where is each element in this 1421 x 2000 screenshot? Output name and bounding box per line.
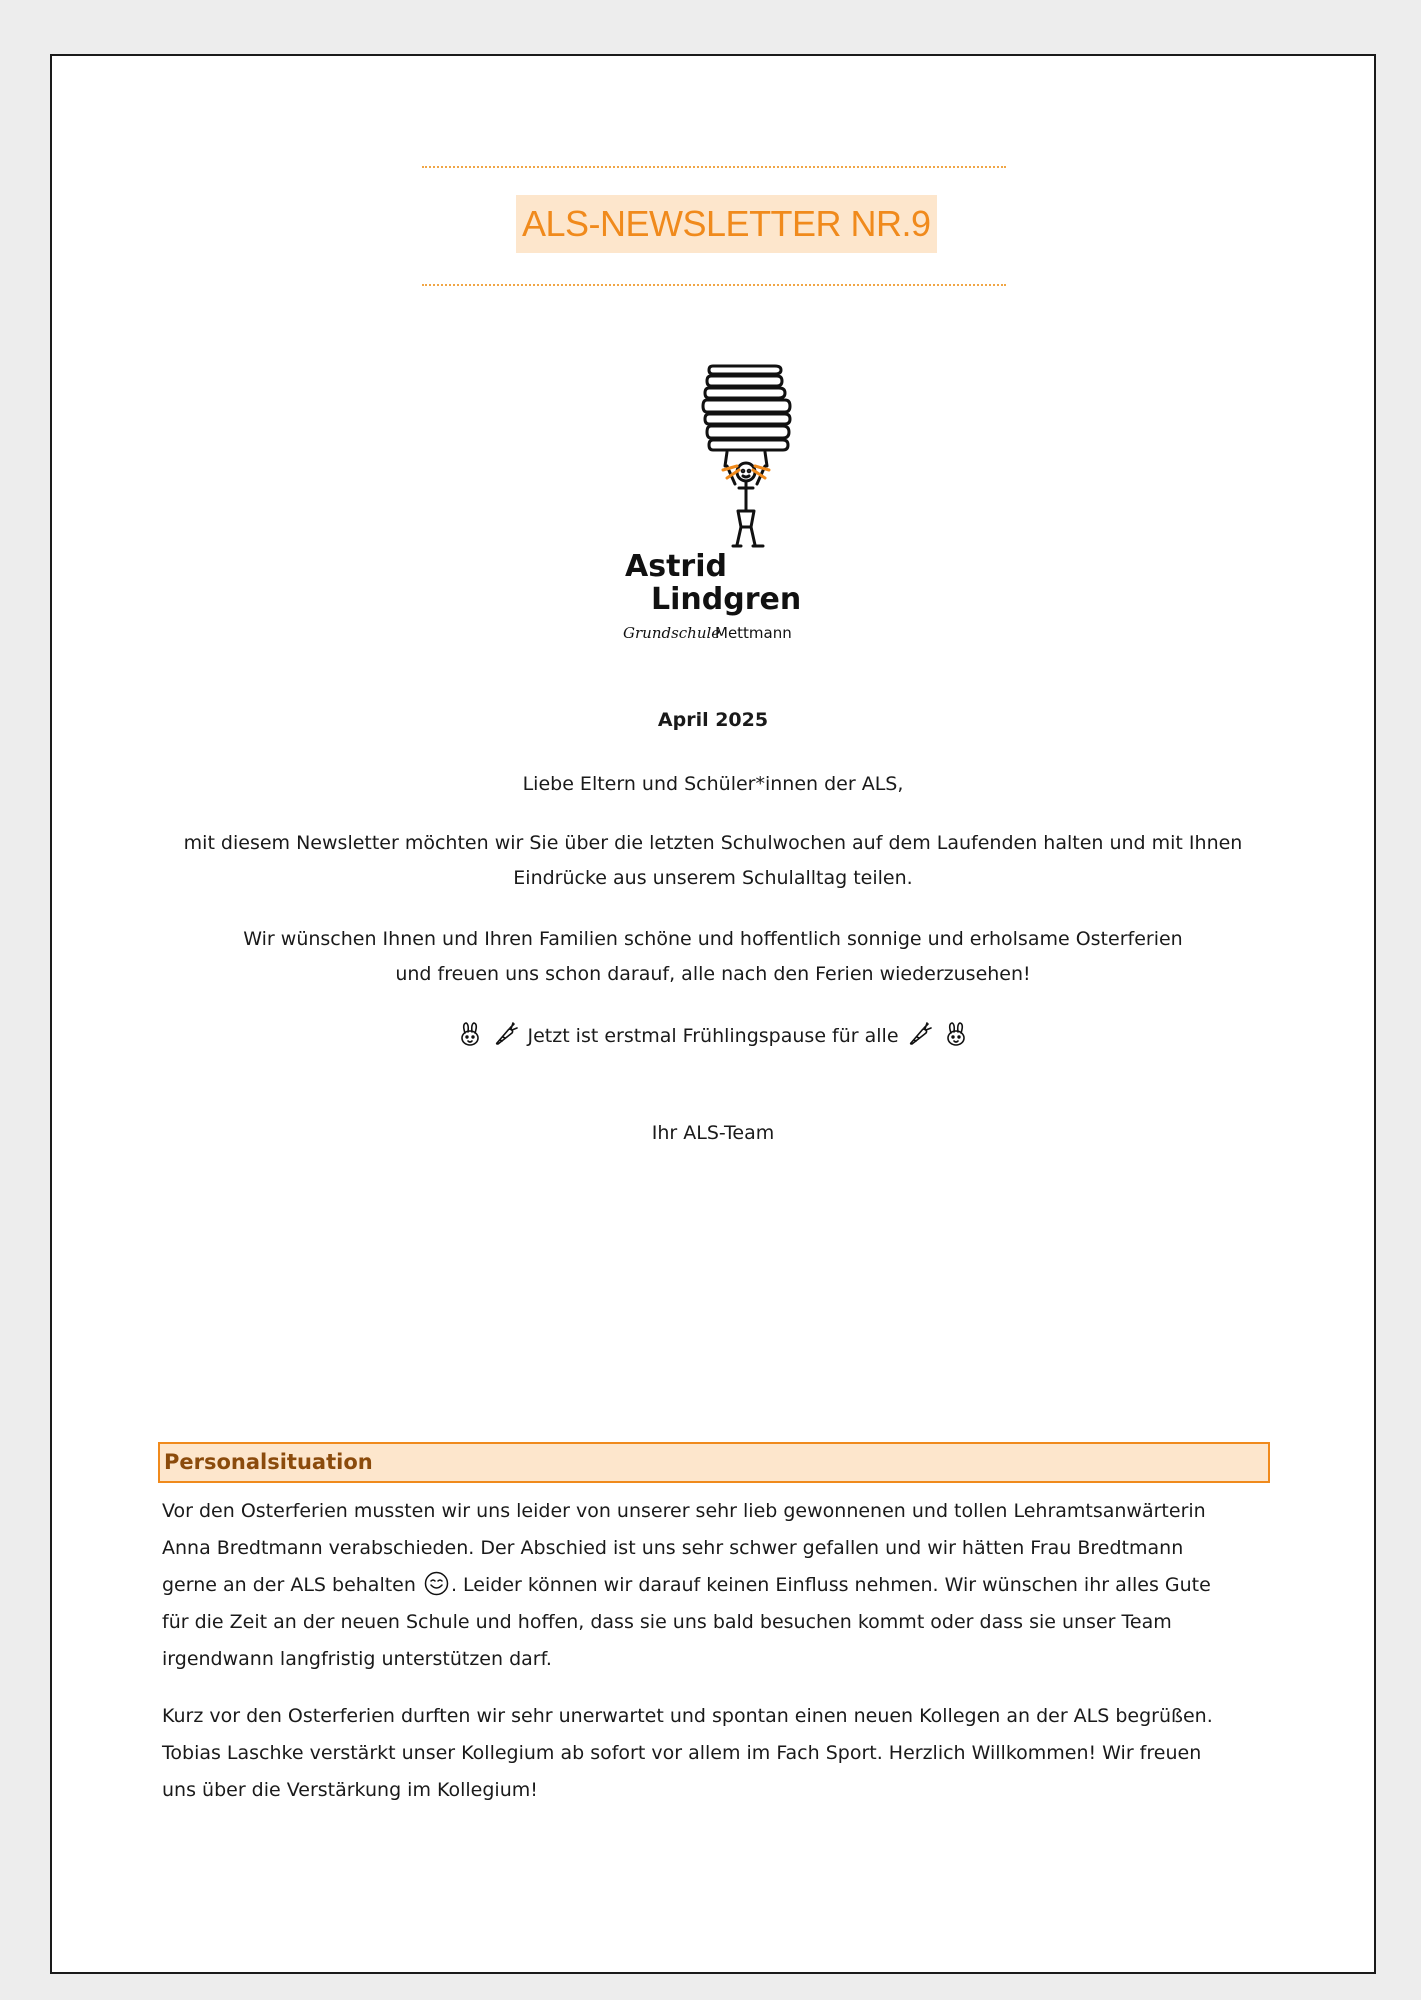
- spring-break-line: [52, 1019, 1374, 1054]
- intro-paragraph-2: [52, 922, 1374, 992]
- personal-p1-line5: irgendwann langfristig unterstützen darf.: [162, 1648, 552, 1670]
- section-heading-personalsituation: Personalsituation: [158, 1442, 1270, 1483]
- logo-astrid: Astrid: [625, 549, 727, 584]
- personal-p1-line4: für die Zeit an der neuen Schule und hoffen, dass sie uns bald besuchen kommt oder dass sie unser Team: [162, 1611, 1172, 1633]
- carrot-icon: [907, 1021, 933, 1047]
- intro-p2-line1: Wir wünschen Ihnen und Ihren Familien schöne und hoffentlich sonnige und erholsame Osterferien: [243, 928, 1183, 950]
- personal-p1-line3b: . Leider können wir darauf keinen Einfluss nehmen. Wir wünschen ihr alles Gute: [450, 1574, 1211, 1596]
- personal-p1-line3a: gerne an der ALS behalten: [162, 1574, 422, 1596]
- personal-paragraph-2: [162, 1698, 1282, 1809]
- personal-p2-line2: Tobias Laschke verstärkt unser Kollegium ab sofort vor allem im Fach Sport. Herzlich Willkommen! Wir freuen: [162, 1742, 1202, 1764]
- intro-p1-line2: Eindrücke aus unserem Schulalltag teilen.: [513, 867, 913, 889]
- logo-lindgren: Lindgren: [651, 582, 802, 617]
- title-divider-bottom: [422, 284, 1006, 286]
- personal-p2-line1: Kurz vor den Osterferien durften wir sehr unerwartet und spontan einen neuen Kollegen an der ALS begrüßen.: [162, 1705, 1213, 1727]
- intro-p2-line2: und freuen uns schon darauf, alle nach den Ferien wiederzusehen!: [395, 963, 1031, 985]
- document-page: [50, 54, 1376, 1974]
- personal-p2-line3: uns über die Verstärkung im Kollegium!: [162, 1779, 538, 1801]
- title-divider-top: [422, 166, 1006, 168]
- smiling-face-icon: [424, 1571, 449, 1596]
- personal-p1-line2: Anna Bredtmann verabschieden. Der Abschied ist uns sehr schwer gefallen und wir hätten Frau Bredtmann: [162, 1537, 1184, 1559]
- bunny-icon: [943, 1021, 969, 1047]
- intro-p1-line1: mit diesem Newsletter möchten wir Sie über die letzten Schulwochen auf dem Laufenden halten und mit Ihnen: [183, 832, 1243, 854]
- logo-mettmann: Mettmann: [715, 624, 792, 642]
- carrot-icon: [493, 1021, 519, 1047]
- bunny-icon: [457, 1021, 483, 1047]
- salutation: Liebe Eltern und Schüler*innen der ALS,: [522, 773, 904, 795]
- signature: Ihr ALS-Team: [651, 1122, 775, 1144]
- issue-date: April 2025: [657, 709, 769, 731]
- spring-break-text: Jetzt ist erstmal Frühlingspause für alle: [521, 1025, 905, 1047]
- girl-carrying-books-logo: [703, 366, 790, 546]
- personal-p1-line1: Vor den Osterferien mussten wir uns leider von unserer sehr lieb gewonnenen und tollen Lehramtsanwärterin: [162, 1500, 1206, 1522]
- logo-grundschule: Grundschule: [623, 624, 721, 642]
- newsletter-title: ALS-NEWSLETTER NR.9: [516, 195, 937, 253]
- personal-p1-line3: [162, 1567, 1282, 1604]
- intro-paragraph-1: [52, 826, 1374, 896]
- school-logo: [615, 356, 815, 662]
- newsletter-title-block: [422, 166, 1006, 290]
- personal-paragraph-1: [162, 1493, 1282, 1678]
